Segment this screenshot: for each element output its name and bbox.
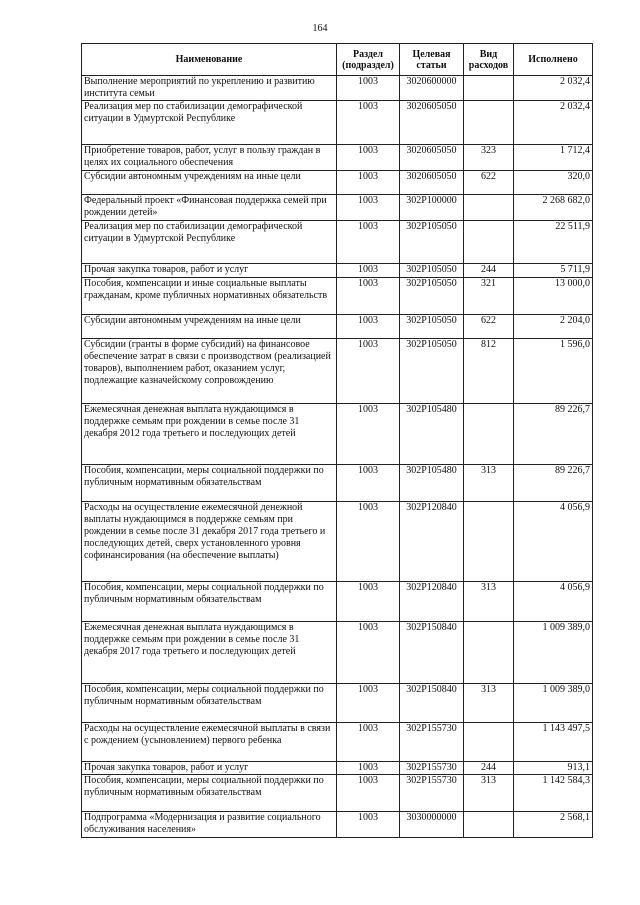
- table-row: [82, 775, 593, 812]
- row-amount: 4 056,9: [514, 502, 593, 582]
- table-row: [82, 684, 593, 723]
- row-amount: 1 143 497,5: [514, 723, 593, 762]
- row-section: 1003: [337, 101, 400, 145]
- table-row: [82, 195, 593, 221]
- row-target: 302P105050: [400, 339, 464, 404]
- row-name: Выполнение мероприятий по укреплению и развитию института семьи: [82, 76, 337, 101]
- row-type: [464, 404, 514, 465]
- row-section: 1003: [337, 762, 400, 775]
- row-name: Пособия, компенсации, меры социальной поддержки по публичным нормативным обязательствам: [82, 465, 337, 502]
- row-type: [464, 221, 514, 264]
- budget-table: [81, 43, 593, 838]
- row-target: 302P105480: [400, 404, 464, 465]
- table-row: [82, 264, 593, 278]
- row-name: Пособия, компенсации, меры социальной поддержки по публичным нормативным обязательствам: [82, 775, 337, 812]
- row-amount: 320,0: [514, 171, 593, 195]
- row-target: 3020605050: [400, 101, 464, 145]
- row-type: 313: [464, 775, 514, 812]
- row-type: 812: [464, 339, 514, 404]
- row-section: 1003: [337, 812, 400, 838]
- row-type: [464, 195, 514, 221]
- row-target: 3020600000: [400, 76, 464, 101]
- row-type: 321: [464, 278, 514, 315]
- row-target: 302P150840: [400, 622, 464, 684]
- row-amount: 1 009 389,0: [514, 684, 593, 723]
- row-amount: 2 032,4: [514, 76, 593, 101]
- row-name: Подпрограмма «Модернизация и развитие социального обслуживания населения»: [82, 812, 337, 838]
- row-type: 622: [464, 315, 514, 339]
- row-name: Субсидии (гранты в форме субсидий) на финансовое обеспечение затрат в связи с производством (реализацией товаров), выполнением работ, оказанием услуг, подлежащие казначейскому сопровождению: [82, 339, 337, 404]
- header-name: Наименование: [82, 44, 337, 76]
- row-amount: 2 568,1: [514, 812, 593, 838]
- table-row: [82, 723, 593, 762]
- row-type: 244: [464, 762, 514, 775]
- row-type: 622: [464, 171, 514, 195]
- table-row: [82, 145, 593, 171]
- row-target: 3020605050: [400, 145, 464, 171]
- row-type: [464, 622, 514, 684]
- row-section: 1003: [337, 404, 400, 465]
- table-row: [82, 221, 593, 264]
- row-section: 1003: [337, 145, 400, 171]
- row-type: [464, 812, 514, 838]
- row-amount: 5 711,9: [514, 264, 593, 278]
- row-section: 1003: [337, 195, 400, 221]
- row-amount: 2 032,4: [514, 101, 593, 145]
- table-row: [82, 465, 593, 502]
- table-row: [82, 171, 593, 195]
- row-target: 302P155730: [400, 775, 464, 812]
- row-amount: 1 142 584,3: [514, 775, 593, 812]
- row-section: 1003: [337, 315, 400, 339]
- row-type: 313: [464, 684, 514, 723]
- table-row: [82, 101, 593, 145]
- table-row: [82, 502, 593, 582]
- row-target: 302P105050: [400, 264, 464, 278]
- header-executed: Исполнено: [514, 44, 593, 76]
- header-type: Вид расходов: [464, 44, 514, 76]
- table-row: [82, 315, 593, 339]
- table-header-row: [82, 44, 593, 76]
- row-type: [464, 76, 514, 101]
- row-section: 1003: [337, 582, 400, 622]
- table-row: [82, 76, 593, 101]
- row-amount: 89 226,7: [514, 404, 593, 465]
- row-target: 302P120840: [400, 502, 464, 582]
- row-target: 302P150840: [400, 684, 464, 723]
- row-target: 302P105050: [400, 221, 464, 264]
- row-name: Пособия, компенсации и иные социальные выплаты гражданам, кроме публичных нормативных обязательств: [82, 278, 337, 315]
- row-name: Федеральный проект «Финансовая поддержка семей при рождении детей»: [82, 195, 337, 221]
- row-name: Субсидии автономным учреждениям на иные цели: [82, 315, 337, 339]
- row-name: Расходы на осуществление ежемесячной выплаты в связи с рождением (усыновлением) первого ребенка: [82, 723, 337, 762]
- table-row: [82, 404, 593, 465]
- header-target: Целевая статьи: [400, 44, 464, 76]
- row-target: 302P155730: [400, 723, 464, 762]
- table-row: [82, 812, 593, 838]
- row-section: 1003: [337, 221, 400, 264]
- row-type: [464, 101, 514, 145]
- row-target: 3020605050: [400, 171, 464, 195]
- row-name: Ежемесячная денежная выплата нуждающимся в поддержке семьям при рождении в семье после 31 декабря 2012 года третьего и последующих детей: [82, 404, 337, 465]
- row-target: 3030000000: [400, 812, 464, 838]
- row-name: Прочая закупка товаров, работ и услуг: [82, 264, 337, 278]
- row-amount: 2 268 682,0: [514, 195, 593, 221]
- row-section: 1003: [337, 264, 400, 278]
- row-amount: 13 000,0: [514, 278, 593, 315]
- row-section: 1003: [337, 465, 400, 502]
- header-section: Раздел (подраздел): [337, 44, 400, 76]
- row-name: Ежемесячная денежная выплата нуждающимся в поддержке семьям при рождении в семье после 31 декабря 2017 года третьего и последующих детей: [82, 622, 337, 684]
- row-target: 302P105480: [400, 465, 464, 502]
- row-name: Реализация мер по стабилизации демографической ситуации в Удмуртской Республике: [82, 101, 337, 145]
- row-name: Реализация мер по стабилизации демографической ситуации в Удмуртской Республике: [82, 221, 337, 264]
- row-target: 302P105050: [400, 315, 464, 339]
- row-section: 1003: [337, 502, 400, 582]
- row-section: 1003: [337, 775, 400, 812]
- row-type: 313: [464, 465, 514, 502]
- row-name: Пособия, компенсации, меры социальной поддержки по публичным нормативным обязательствам: [82, 684, 337, 723]
- row-type: [464, 502, 514, 582]
- row-type: 323: [464, 145, 514, 171]
- row-type: 313: [464, 582, 514, 622]
- row-section: 1003: [337, 171, 400, 195]
- row-amount: 1 712,4: [514, 145, 593, 171]
- row-section: 1003: [337, 339, 400, 404]
- table-row: [82, 762, 593, 775]
- row-section: 1003: [337, 684, 400, 723]
- row-section: 1003: [337, 622, 400, 684]
- row-target: 302P155730: [400, 762, 464, 775]
- row-amount: 1 009 389,0: [514, 622, 593, 684]
- row-name: Пособия, компенсации, меры социальной поддержки по публичным нормативным обязательствам: [82, 582, 337, 622]
- table-row: [82, 278, 593, 315]
- table-row: [82, 582, 593, 622]
- row-section: 1003: [337, 278, 400, 315]
- row-target: 302P100000: [400, 195, 464, 221]
- row-target: 302P120840: [400, 582, 464, 622]
- row-section: 1003: [337, 76, 400, 101]
- row-amount: 4 056,9: [514, 582, 593, 622]
- table-row: [82, 339, 593, 404]
- row-amount: 22 511,9: [514, 221, 593, 264]
- table-row: [82, 622, 593, 684]
- page-number: 164: [312, 23, 328, 34]
- row-amount: 913,1: [514, 762, 593, 775]
- row-name: Субсидии автономным учреждениям на иные цели: [82, 171, 337, 195]
- row-type: [464, 723, 514, 762]
- row-name: Приобретение товаров, работ, услуг в пользу граждан в целях их социального обеспечения: [82, 145, 337, 171]
- row-section: 1003: [337, 723, 400, 762]
- row-amount: 1 596,0: [514, 339, 593, 404]
- row-type: 244: [464, 264, 514, 278]
- row-name: Расходы на осуществление ежемесячной денежной выплаты нуждающимся в поддержке семьям при рождении в семье после 31 декабря 2017 года третьего и последующих детей, сверх установленного уровня софинансирования (на обеспечение выплаты): [82, 502, 337, 582]
- row-target: 302P105050: [400, 278, 464, 315]
- row-amount: 89 226,7: [514, 465, 593, 502]
- row-name: Прочая закупка товаров, работ и услуг: [82, 762, 337, 775]
- row-amount: 2 204,0: [514, 315, 593, 339]
